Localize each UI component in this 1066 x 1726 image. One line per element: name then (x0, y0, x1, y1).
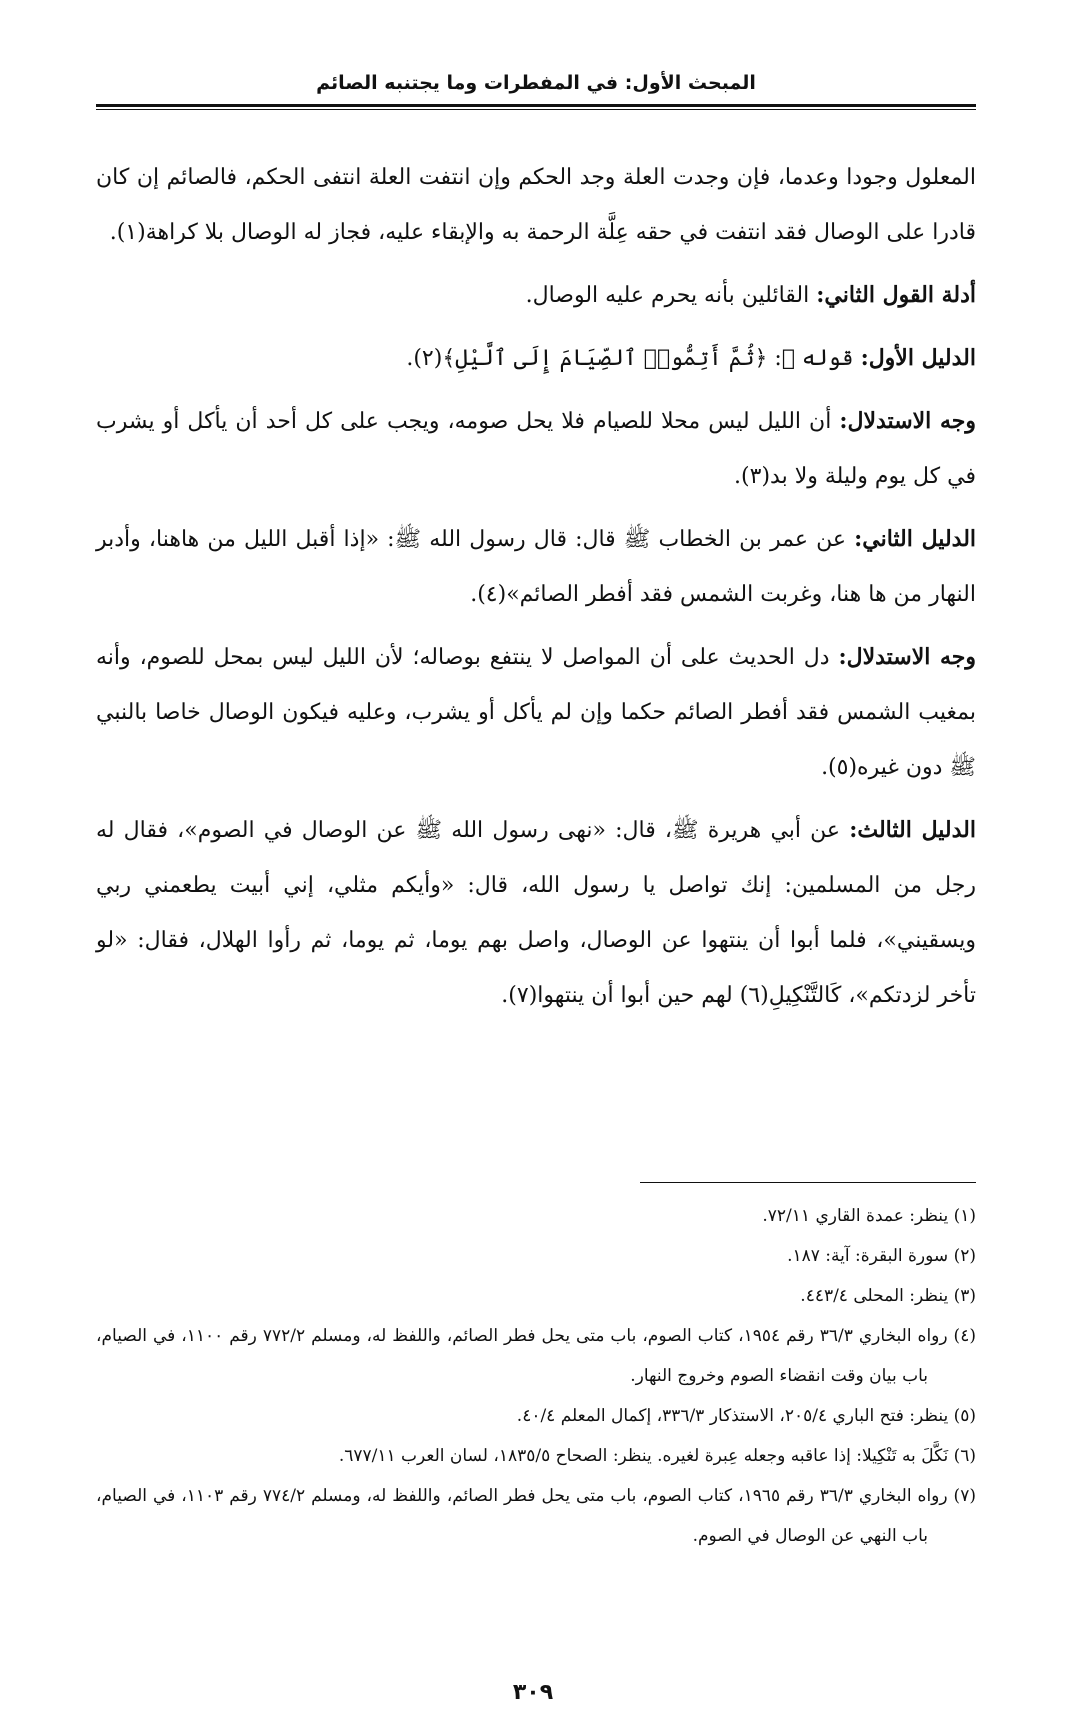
footnote-2: (٢) سورة البقرة: آية: ١٨٧. (787, 1246, 976, 1266)
footnote-3: (٣) ينظر: المحلى ٤٤٣/٤. (800, 1286, 976, 1306)
footnote-5: (٥) ينظر: فتح الباري ٢٠٥/٤، الاستذكار ٣٣٦/٣، إكمال المعلم ٤٠/٤. (516, 1406, 976, 1426)
paragraph-label: الدليل الأول: (860, 345, 976, 371)
paragraph-label: الدليل الثاني: (854, 526, 977, 552)
header-rule-thin (96, 109, 976, 110)
running-head: المبحث الأول: في المفطرات وما يجتنبه الصائم (316, 72, 756, 94)
main-text (96, 150, 976, 1031)
paragraph-text: دل الحديث على أن المواصل لا ينتفع بوصاله؛ لأن الليل ليس بمحل للصوم، وأنه بمغيب الشمس فقد أفطر الصائم حكما وإن لم يأكل أو يشرب، وعليه فيكون الوصال خاصا بالنبي ﷺ دون غيره(٥). (96, 645, 976, 780)
paragraph-4 (96, 394, 976, 504)
paragraph-label: أدلة القول الثاني: (816, 282, 976, 308)
footnote-1: (١) ينظر: عمدة القاري ٧٢/١١. (762, 1206, 976, 1226)
header-rule-thick (96, 104, 976, 107)
paragraph-5 (96, 512, 976, 622)
page-number: ٣٠٩ (512, 1680, 554, 1705)
paragraph-label: وجه الاستدلال: (839, 408, 977, 434)
footnotes (96, 1196, 976, 1556)
footnote-7: (٧) رواه البخاري ٣٦/٣ رقم ١٩٦٥، كتاب الصوم، باب متى يحل فطر الصائم، واللفظ له، ومسلم ٧٧٤/٢ رقم ١١٠٣، في الصيام، باب النهي عن الوصال في الصوم. (96, 1486, 976, 1546)
paragraph-label: الدليل الثالث: (849, 817, 976, 843)
paragraph-text: عن أبي هريرة ﷺ، قال: «نهى رسول الله ﷺ عن الوصال في الصوم»، فقال له رجل من المسلمين: إنك تواصل يا رسول الله، قال: «وأيكم مثلي، إني أبيت يطعمني ربي ويسقيني»، فلما أبوا أن ينتهوا عن الوصال، واصل بهم يوما، ثم يوما، ثم رأوا الهلال، فقال: «لو تأخر لزدتكم»، كَالتَّنْكِيلِ(٦) لهم حين أبوا أن ينتهوا(٧). (96, 818, 976, 1008)
paragraph-3 (96, 331, 976, 386)
paragraph-text: عن عمر بن الخطاب ﷺ قال: قال رسول الله ﷺ: «إذا أقبل الليل من هاهنا، وأدبر النهار من ها هنا، وغربت الشمس فقد أفطر الصائم»(٤). (96, 527, 976, 607)
paragraph-text: القائلين بأنه يحرم عليه الوصال. (525, 283, 817, 308)
paragraph-label: وجه الاستدلال: (838, 644, 977, 670)
paragraph-text: قوله ﷻ: ﴿ثُمَّ أَتِمُّوا۟ ٱلصِّيَامَ إِلَى ٱلَّيْلِ﴾(٢). (406, 346, 861, 371)
footnote-4: (٤) رواه البخاري ٣٦/٣ رقم ١٩٥٤، كتاب الصوم، باب متى يحل فطر الصائم، واللفظ له، ومسلم ٧٧٢/٢ رقم ١١٠٠، في الصيام، باب بيان وقت انقضاء الصوم وخروج النهار. (96, 1326, 976, 1386)
footnote-6: (٦) نَكَّلَ به تَنْكِيلا: إذا عاقبه وجعله عِبرة لغيره. ينظر: الصحاح ١٨٣٥/٥، لسان العرب ٦٧٧/١١. (338, 1446, 976, 1466)
paragraph-6 (96, 630, 976, 795)
paragraph-text: المعلول وجودا وعدما، فإن وجدت العلة وجد الحكم وإن انتفت العلة انتفى الحكم، فالصائم إن كان قادرا على الوصال فقد انتفت في حقه عِلَّة الرحمة به والإبقاء عليه، فجاز له الوصال بلا كراهة(١). (96, 165, 976, 245)
paragraph-text: أن الليل ليس محلا للصيام فلا يحل صومه، ويجب على كل أحد أن يأكل أو يشرب في كل يوم وليلة ولا بد(٣). (96, 409, 976, 489)
footnote-separator (640, 1182, 976, 1183)
paragraph-7 (96, 803, 976, 1023)
paragraph-2 (96, 268, 976, 323)
paragraph-1 (96, 150, 976, 260)
